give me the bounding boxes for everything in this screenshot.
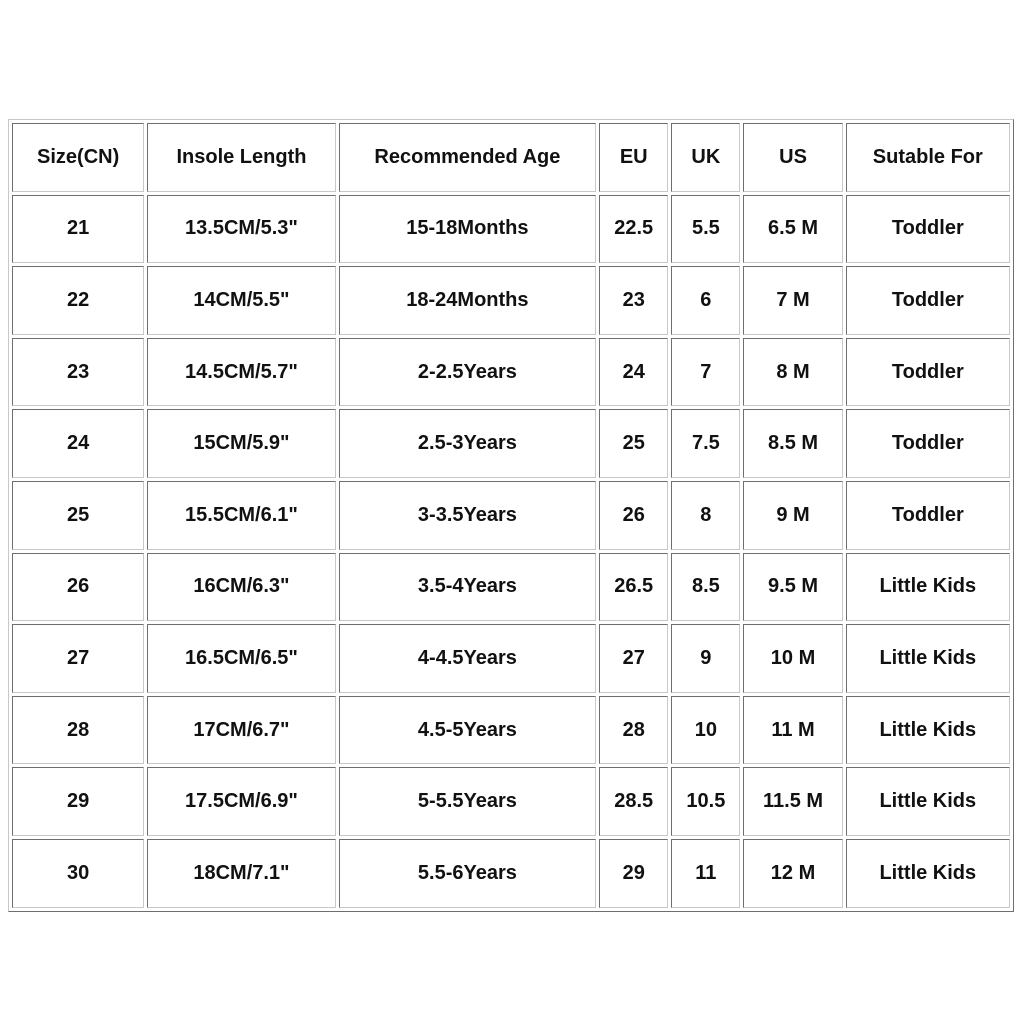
cell-insole-length: 17CM/6.7" [147, 696, 335, 765]
cell-eu: 23 [599, 266, 668, 335]
cell-us: 9 M [743, 481, 842, 550]
table-row [12, 624, 1010, 693]
cell-size-cn: 21 [12, 195, 144, 264]
table-row [12, 767, 1010, 836]
cell-insole-length: 16CM/6.3" [147, 553, 335, 622]
cell-suitable-for: Toddler [846, 338, 1010, 407]
cell-size-cn: 29 [12, 767, 144, 836]
cell-recommended-age: 3-3.5Years [339, 481, 597, 550]
cell-uk: 10.5 [671, 767, 740, 836]
table-row [12, 338, 1010, 407]
table-header-row [12, 123, 1010, 192]
cell-insole-length: 16.5CM/6.5" [147, 624, 335, 693]
cell-suitable-for: Little Kids [846, 553, 1010, 622]
cell-us: 7 M [743, 266, 842, 335]
cell-size-cn: 23 [12, 338, 144, 407]
table-row [12, 696, 1010, 765]
cell-insole-length: 18CM/7.1" [147, 839, 335, 908]
cell-recommended-age: 5-5.5Years [339, 767, 597, 836]
cell-suitable-for: Toddler [846, 409, 1010, 478]
cell-recommended-age: 15-18Months [339, 195, 597, 264]
header-eu: EU [599, 123, 668, 192]
header-insole-length: Insole Length [147, 123, 335, 192]
header-us: US [743, 123, 842, 192]
cell-size-cn: 25 [12, 481, 144, 550]
cell-us: 12 M [743, 839, 842, 908]
cell-uk: 5.5 [671, 195, 740, 264]
cell-insole-length: 15CM/5.9" [147, 409, 335, 478]
cell-uk: 11 [671, 839, 740, 908]
cell-suitable-for: Toddler [846, 266, 1010, 335]
header-suitable-for: Sutable For [846, 123, 1010, 192]
cell-size-cn: 22 [12, 266, 144, 335]
cell-eu: 29 [599, 839, 668, 908]
table-row [12, 195, 1010, 264]
cell-insole-length: 14CM/5.5" [147, 266, 335, 335]
cell-eu: 26.5 [599, 553, 668, 622]
cell-insole-length: 14.5CM/5.7" [147, 338, 335, 407]
cell-us: 8 M [743, 338, 842, 407]
cell-eu: 28.5 [599, 767, 668, 836]
cell-insole-length: 15.5CM/6.1" [147, 481, 335, 550]
cell-us: 8.5 M [743, 409, 842, 478]
cell-insole-length: 17.5CM/6.9" [147, 767, 335, 836]
cell-uk: 9 [671, 624, 740, 693]
header-size-cn: Size(CN) [12, 123, 144, 192]
cell-uk: 7 [671, 338, 740, 407]
cell-suitable-for: Little Kids [846, 624, 1010, 693]
table-row [12, 481, 1010, 550]
cell-us: 6.5 M [743, 195, 842, 264]
cell-suitable-for: Little Kids [846, 839, 1010, 908]
size-chart-table [8, 119, 1014, 912]
cell-recommended-age: 18-24Months [339, 266, 597, 335]
cell-size-cn: 28 [12, 696, 144, 765]
cell-eu: 22.5 [599, 195, 668, 264]
cell-suitable-for: Little Kids [846, 696, 1010, 765]
cell-recommended-age: 3.5-4Years [339, 553, 597, 622]
header-uk: UK [671, 123, 740, 192]
table-row [12, 553, 1010, 622]
cell-recommended-age: 2-2.5Years [339, 338, 597, 407]
cell-us: 11.5 M [743, 767, 842, 836]
cell-recommended-age: 2.5-3Years [339, 409, 597, 478]
cell-recommended-age: 4-4.5Years [339, 624, 597, 693]
cell-eu: 24 [599, 338, 668, 407]
table-row [12, 839, 1010, 908]
cell-size-cn: 24 [12, 409, 144, 478]
cell-suitable-for: Little Kids [846, 767, 1010, 836]
cell-size-cn: 26 [12, 553, 144, 622]
table-row [12, 409, 1010, 478]
cell-size-cn: 27 [12, 624, 144, 693]
cell-uk: 7.5 [671, 409, 740, 478]
cell-eu: 26 [599, 481, 668, 550]
cell-suitable-for: Toddler [846, 481, 1010, 550]
cell-suitable-for: Toddler [846, 195, 1010, 264]
cell-us: 9.5 M [743, 553, 842, 622]
cell-insole-length: 13.5CM/5.3" [147, 195, 335, 264]
cell-uk: 8.5 [671, 553, 740, 622]
cell-eu: 28 [599, 696, 668, 765]
cell-uk: 6 [671, 266, 740, 335]
cell-eu: 27 [599, 624, 668, 693]
cell-uk: 8 [671, 481, 740, 550]
cell-us: 11 M [743, 696, 842, 765]
header-recommended-age: Recommended Age [339, 123, 597, 192]
cell-size-cn: 30 [12, 839, 144, 908]
cell-recommended-age: 5.5-6Years [339, 839, 597, 908]
table-row [12, 266, 1010, 335]
cell-recommended-age: 4.5-5Years [339, 696, 597, 765]
cell-us: 10 M [743, 624, 842, 693]
cell-eu: 25 [599, 409, 668, 478]
cell-uk: 10 [671, 696, 740, 765]
